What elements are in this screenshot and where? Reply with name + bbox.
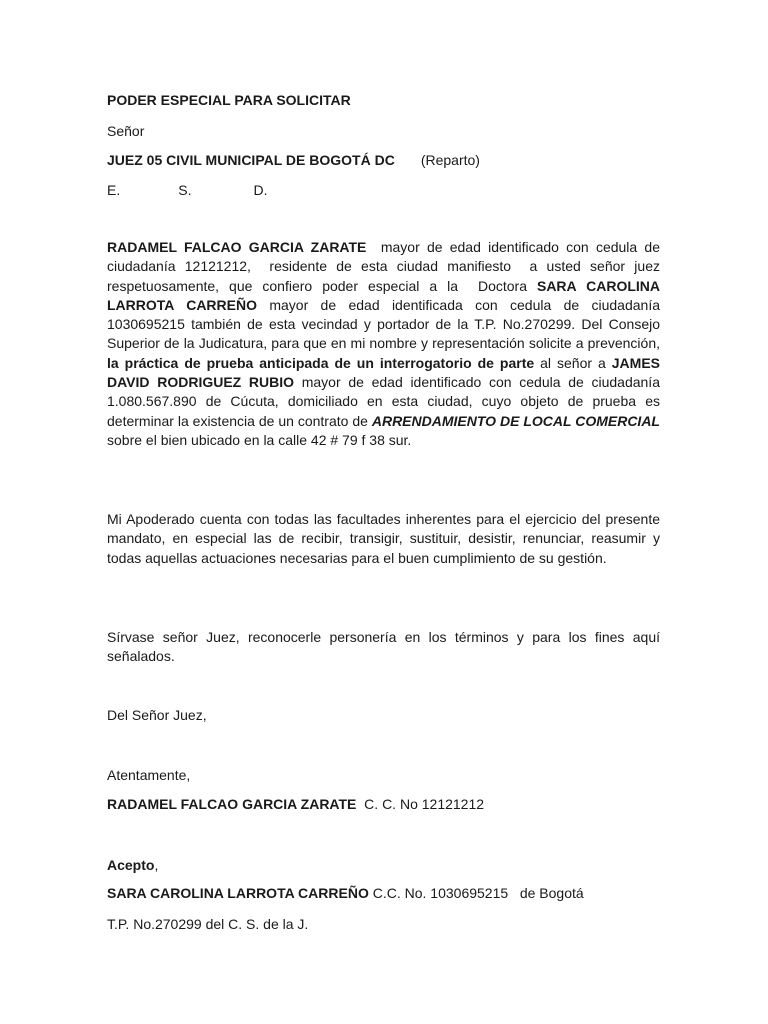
paragraph-request: Sírvase señor Juez, reconocerle personería en los términos y para los fines aquí señalados. xyxy=(107,629,660,665)
p1-text-5: sobre el bien ubicado en la calle 42 # 79 f 38 sur. xyxy=(107,412,668,448)
signature-grantor-id: C. C. No 12121212 xyxy=(356,796,485,812)
document-title: PODER ESPECIAL PARA SOLICITAR xyxy=(107,92,351,108)
closing-line-1: Del Señor Juez, xyxy=(107,707,207,723)
paragraph-powers: Mi Apoderado cuenta con todas las facultades inherentes para el ejercicio del presente mandato, en especial las de recibir, transigir, sustituir, desistir, renunciar, reasumir y todas aquellas actuaciones necesarias para el buen cumplimiento de su gestión. xyxy=(107,511,660,566)
respondent-name: JAMES DAVID RODRIGUEZ RUBIO xyxy=(107,354,660,391)
p1-text-1: mayor de edad identificado con cedula de ciudadanía 12121212, residente de esta ciudad manifiesto a usted señor juez respetuosamente, que confiero poder especial a la Doctora xyxy=(107,239,664,294)
signature-attorney-name: SARA CAROLINA LARROTA CARREÑO xyxy=(107,885,369,901)
signature-attorney xyxy=(107,884,661,903)
contract-type: ARRENDAMIENTO DE LOCAL COMERCIAL xyxy=(371,412,660,429)
closing-line-2: Atentamente, xyxy=(107,767,191,783)
acceptance-line xyxy=(107,856,661,875)
p1-text-2: mayor de edad identificada con cedula de ciudadanía 1030695215 también de esta vecindad y portador de la T.P. No.270299. Del Consejo Superior de la Judicatura, para que en mi nombre y representación solicite a prevención, xyxy=(107,296,664,352)
paragraph-power-grant xyxy=(107,238,676,450)
signature-grantor xyxy=(107,795,661,814)
addressee-line xyxy=(107,151,661,170)
esd-line xyxy=(107,181,661,200)
esd-s: S. xyxy=(178,182,192,198)
esd-d: D. xyxy=(253,182,268,198)
request-text: la práctica de prueba anticipada de un interrogatorio de parte xyxy=(107,354,535,371)
salutation: Señor xyxy=(107,123,145,139)
addressee: JUEZ 05 CIVIL MUNICIPAL DE BOGOTÁ DC xyxy=(107,152,395,168)
acceptance-comma: , xyxy=(154,857,159,873)
addressee-note: (Reparto) xyxy=(420,152,480,168)
grantor-name: RADAMEL FALCAO GARCIA ZARATE xyxy=(107,239,367,255)
esd-e: E. xyxy=(107,182,121,198)
acceptance-word: Acepto xyxy=(107,857,155,873)
signature-attorney-id: C.C. No. 1030695215 de Bogotá xyxy=(368,885,584,901)
attorney-name: SARA CAROLINA LARROTA CARREÑO xyxy=(107,277,661,313)
p1-text-3: al señor a xyxy=(534,354,612,371)
signature-grantor-name: RADAMEL FALCAO GARCIA ZARATE xyxy=(107,796,357,812)
p1-text-4: mayor de edad identificado con cedula de ciudadanía 1.080.567.890 de Cúcuta, domiciliado en esta ciudad, cuyo objeto de prueba es determinar la existencia de un contrato de xyxy=(107,374,676,429)
professional-card-line: T.P. No.270299 del C. S. de la J. xyxy=(107,916,309,932)
